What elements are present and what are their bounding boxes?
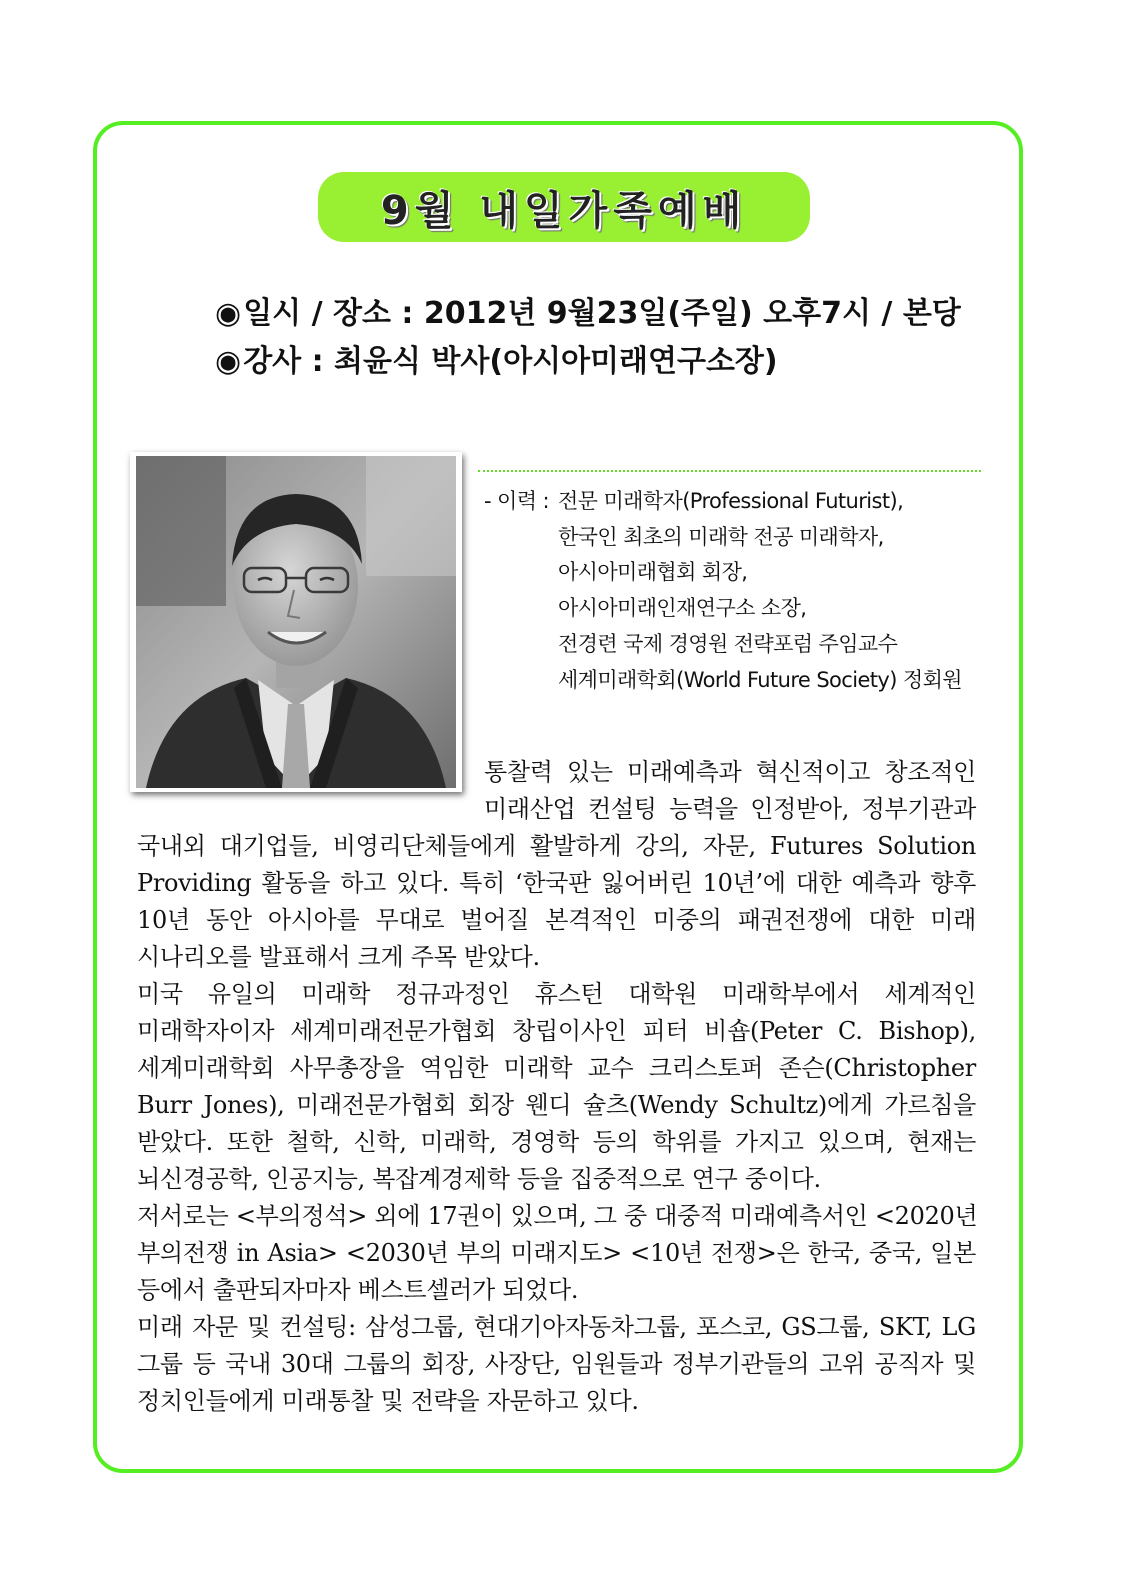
career-item: 전경련 국제 경영원 전략포럼 주임교수 [558, 631, 898, 656]
career-item: - 이력 : 전문 미래학자(Professional Futurist), [484, 484, 962, 520]
bio-line: 받았다. 또한 철학, 신학, 미래학, 경영학 등의 학위를 가지고 있으며, 현재는 [137, 1128, 976, 1156]
biography-intro [484, 754, 976, 828]
bullet-icon: ◉ [215, 296, 242, 331]
bullet-icon: ◉ [215, 344, 242, 379]
bio-line: 뇌신경공학, 인공지능, 복잡계경제학 등을 집중적으로 연구 중이다. [137, 1165, 821, 1193]
bio-line: 등에서 출판되자마자 베스트셀러가 되었다. [137, 1276, 579, 1304]
career-label: - 이력 : [484, 489, 549, 513]
career-item: 아시아미래인재연구소 소장, [558, 596, 807, 621]
speaker-info [215, 336, 778, 380]
bio-line: 10년 동안 아시아를 무대로 벌어질 본격적인 미중의 패권전쟁에 대한 미래 [137, 906, 976, 934]
bio-line: 미국 유일의 미래학 정규과정인 휴스턴 대학원 미래학부에서 세계적인 [137, 980, 976, 1008]
bio-line: 정치인들에게 미래통찰 및 전략을 자문하고 있다. [137, 1387, 639, 1415]
bio-line: 저서로는 <부의정석> 외에 17권이 있으며, 그 중 대중적 미래예측서인 <2020년 [137, 1202, 978, 1230]
bio-line: 부의전쟁 in Asia> <2030년 부의 미래지도> <10년 전쟁>은 한국, 중국, 일본 [137, 1239, 976, 1267]
career-item: 아시아미래협회 회장, [558, 560, 748, 585]
bio-line: 시나리오를 발표해서 크게 주목 받았다. [137, 943, 540, 971]
speaker-portrait-image [136, 456, 456, 788]
bio-line: 통찰력 있는 미래예측과 혁신적이고 창조적인 [484, 758, 976, 786]
schedule-text: 일시 / 장소 : 2012년 9월23일(주일) 오후7시 / 본당 [243, 296, 961, 331]
career-item: 한국인 최초의 미래학 전공 미래학자, [558, 524, 884, 549]
speaker-text: 강사 : 최윤식 박사(아시아미래연구소장) [243, 344, 778, 379]
page-title: 9월 내일가족예배 [380, 187, 748, 234]
biography-body [137, 828, 976, 1420]
bio-line: 미래산업 컨설팅 능력을 인정받아, 정부기관과 [484, 795, 976, 823]
title-banner [318, 172, 810, 242]
bio-line: 세계미래학회 사무총장을 역임한 미래학 교수 크리스토퍼 존슨(Christopher [137, 1054, 976, 1082]
bio-line: 그룹 등 국내 30대 그룹의 회장, 사장단, 임원들과 정부기관들의 고위 공직자 및 [137, 1350, 976, 1378]
bio-line: Burr Jones), 미래전문가협회 회장 웬디 슐츠(Wendy Schultz)에게 가르침을 [137, 1091, 976, 1119]
career-item: 세계미래학회(World Future Society) 정회원 [558, 667, 962, 692]
section-divider [478, 470, 981, 472]
speaker-photo [130, 452, 462, 792]
bio-line: 미래학자이자 세계미래전문가협회 창립이사인 피터 비숍(Peter C. Bishop), [137, 1017, 976, 1045]
bio-line: Providing 활동을 하고 있다. 특히 ‘한국판 잃어버린 10년’에 대한 예측과 향후 [137, 869, 976, 897]
career-list [484, 484, 962, 698]
schedule-info [215, 288, 961, 332]
bio-line: 미래 자문 및 컨설팅: 삼성그룹, 현대기아자동차그룹, 포스코, GS그룹, SKT, LG [137, 1313, 976, 1341]
bio-line: 국내외 대기업들, 비영리단체들에게 활발하게 강의, 자문, Futures Solution [137, 832, 976, 860]
